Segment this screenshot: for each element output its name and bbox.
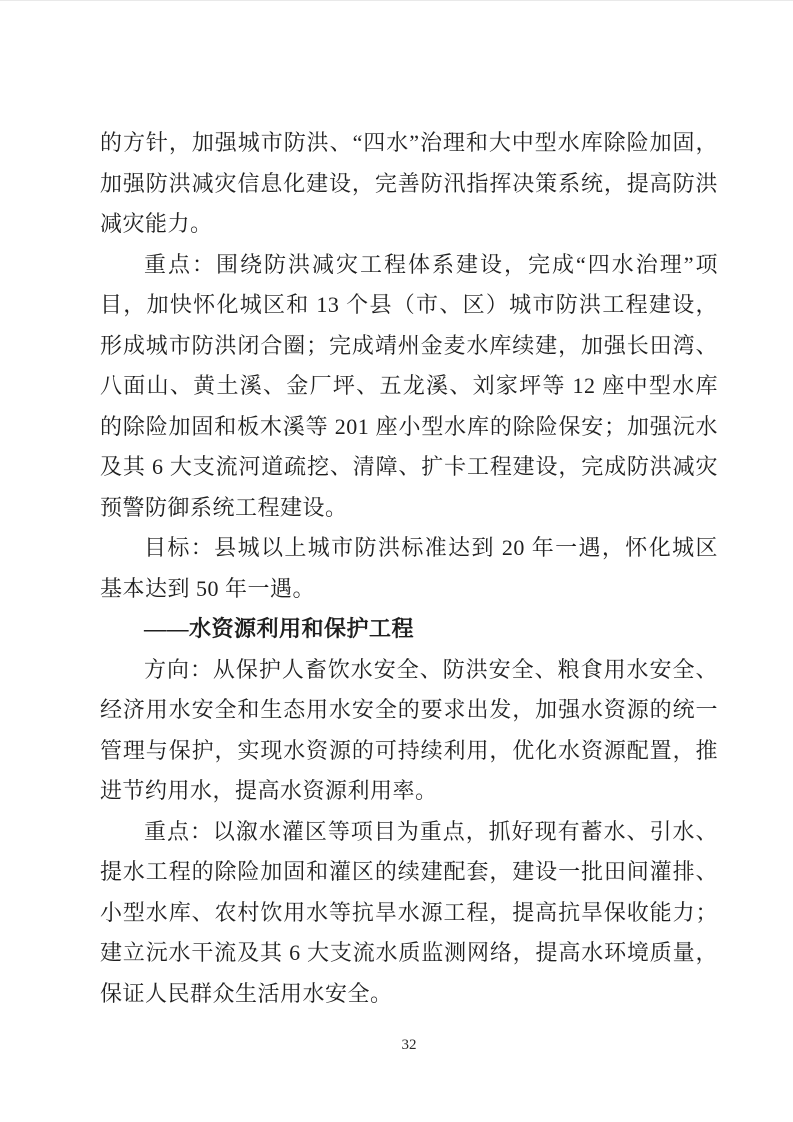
page-number: 32 — [401, 1037, 417, 1053]
body-paragraph-goals-flood: 目标：县城以上城市防洪标准达到 20 年一遇，怀化城区基本达到 50 年一遇。 — [100, 535, 718, 601]
body-paragraph-key-points-water: 重点：以溆水灌区等项目为重点，抓好现有蓄水、引水、提水工程的除险加固和灌区的续建配套，建设一批田间灌排、小型水库、农村饮用水等抗旱水源工程，提高抗旱保收能力；建立沅水干流及其 6 大支流水质监测网络，提高水环境质量，保证人民群众生活用水安全。 — [100, 818, 718, 1006]
body-paragraph-direction-water: 方向：从保护人畜饮水安全、防洪安全、粮食用水安全、经济用水安全和生态用水安全的要求出发，加强水资源的统一管理与保护，实现水资源的可持续利用，优化水资源配置，推进节约用水，提高水资源利用率。 — [100, 656, 718, 803]
document-body — [100, 123, 718, 1014]
body-paragraph-key-points-flood: 重点：围绕防洪减灾工程体系建设，完成“四水治理”项目，加快怀化城区和 13 个县（市、区）城市防洪工程建设，形成城市防洪闭合圈；完成靖州金麦水库续建，加强长田湾、八面山、黄土溪、金厂坪、五龙溪、刘家坪等 12 座中型水库的除险加固和板木溪等 201 座小型水库的除险保安；加强沅水及其 6 大支流河道疏挖、清障、扩卡工程建设，完成防洪减灾预警防御系统工程建设。 — [100, 251, 718, 520]
page-footer — [100, 1036, 718, 1054]
section-heading-water-resources: ——水资源利用和保护工程 — [144, 616, 415, 641]
body-paragraph-continuation: 的方针，加强城市防洪、“四水”治理和大中型水库除险加固，加强防洪减灾信息化建设，完善防汛指挥决策系统，提高防洪减灾能力。 — [100, 130, 718, 236]
